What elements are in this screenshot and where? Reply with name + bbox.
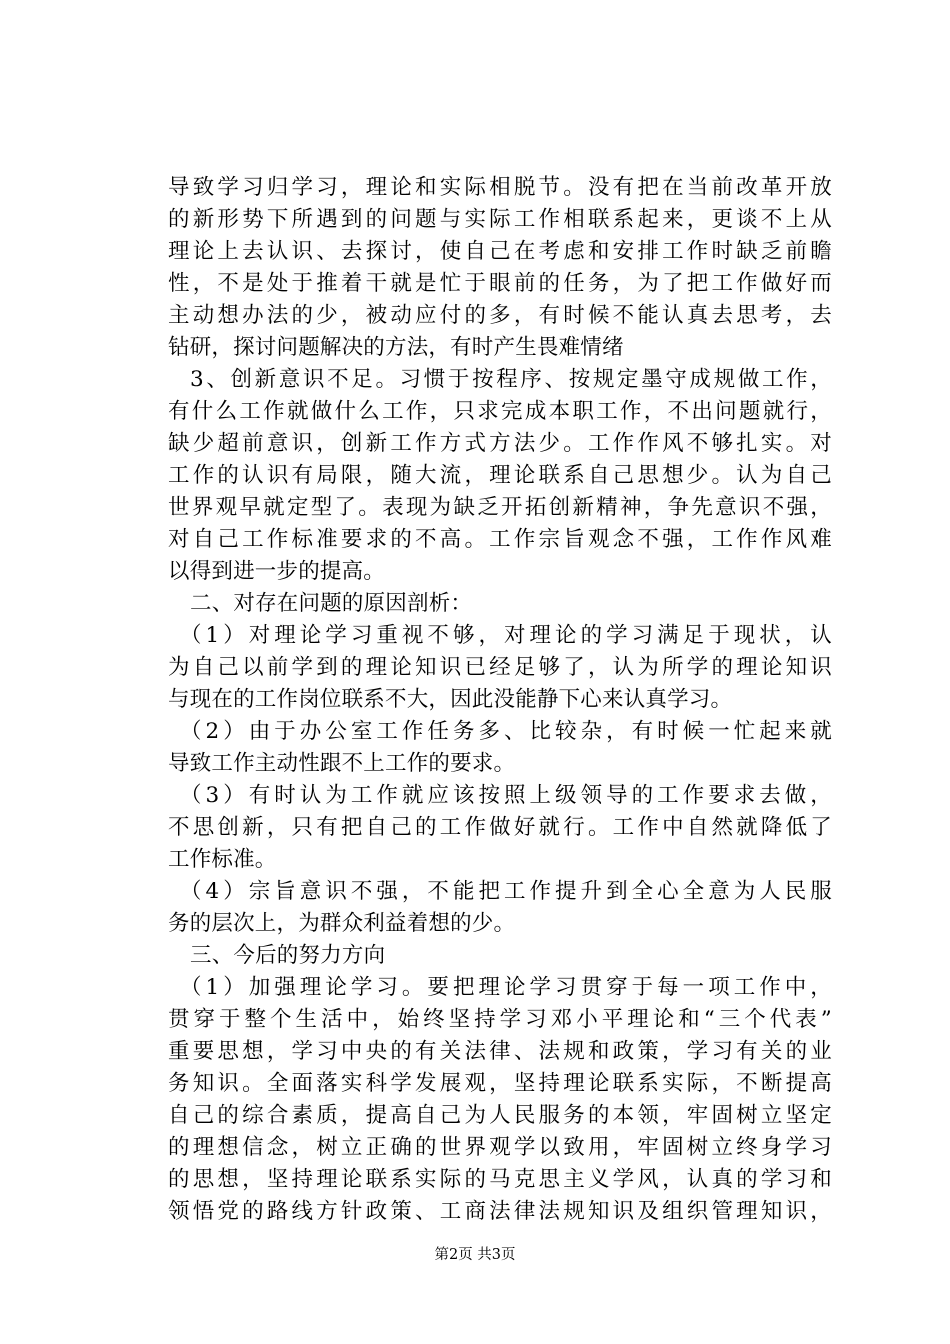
text-line: 缺少超前意识，创新工作方式方法少。工作作风不够扎实。对 <box>168 431 832 456</box>
text-line: 的思想，坚持理论联系实际的马克思主义学风，认真的学习和 <box>168 1167 832 1192</box>
text-line: 主动想办法的少，被动应付的多，有时候不能认真去思考，去 <box>168 303 832 328</box>
section-heading: 三、今后的努力方向 <box>190 943 386 968</box>
text-line: 工作的认识有局限，随大流，理论联系自己思想少。认为自己 <box>168 463 832 488</box>
text-line: 导致工作主动性跟不上工作的要求。 <box>168 751 516 776</box>
text-line: （2）由于办公室工作任务多、比较杂，有时候一忙起来就 <box>180 719 832 744</box>
text-line: 世界观早就定型了。表现为缺乏开拓创新精神，争先意识不强， <box>168 495 832 520</box>
text-line: 重要思想，学习中央的有关法律、法规和政策，学习有关的业 <box>168 1039 832 1064</box>
text-line: 钻研，探讨问题解决的方法，有时产生畏难情绪 <box>168 335 624 360</box>
text-line: 有什么工作就做什么工作，只求完成本职工作，不出问题就行， <box>168 399 832 424</box>
text-line: 领悟党的路线方针政策、工商法律法规知识及组织管理知识， <box>168 1199 832 1224</box>
text-line: （4）宗旨意识不强，不能把工作提升到全心全意为人民服 <box>180 879 832 904</box>
page-number-footer: 第2页 共3页 <box>434 1247 516 1263</box>
text-line: 的理想信念，树立正确的世界观学以致用，牢固树立终身学习 <box>168 1135 832 1160</box>
text-line: 的新形势下所遇到的问题与实际工作相联系起来，更谈不上从 <box>168 207 832 232</box>
text-line: 以得到进一步的提高。 <box>168 559 386 584</box>
text-line: 不思创新，只有把自己的工作做好就行。工作中自然就降低了 <box>168 815 832 840</box>
text-line: 性，不是处于推着干就是忙于眼前的任务，为了把工作做好而 <box>168 271 832 296</box>
text-line: 工作标准。 <box>168 847 277 872</box>
text-line: 与现在的工作岗位联系不大，因此没能静下心来认真学习。 <box>168 687 733 712</box>
text-line: 贯穿于整个生活中，始终坚持学习邓小平理论和“三个代表” <box>168 1007 832 1032</box>
text-line: 自己的综合素质，提高自己为人民服务的本领，牢固树立坚定 <box>168 1103 832 1128</box>
section-heading: 二、对存在问题的原因剖析： <box>190 591 473 616</box>
text-line: 3、创新意识不足。习惯于按程序、按规定墨守成规做工作， <box>190 367 832 392</box>
text-line: （3）有时认为工作就应该按照上级领导的工作要求去做， <box>180 783 832 808</box>
text-line: 务知识。全面落实科学发展观，坚持理论联系实际，不断提高 <box>168 1071 832 1096</box>
text-line: 为自己以前学到的理论知识已经足够了，认为所学的理论知识 <box>168 655 832 680</box>
text-line: 务的层次上，为群众利益着想的少。 <box>168 911 516 936</box>
text-line: 理论上去认识、去探讨，使自己在考虑和安排工作时缺乏前瞻 <box>168 239 832 264</box>
text-line: 导致学习归学习，理论和实际相脱节。没有把在当前改革开放 <box>168 175 832 200</box>
text-line: 对自己工作标准要求的不高。工作宗旨观念不强，工作作风难 <box>168 527 832 552</box>
text-line: （1）对理论学习重视不够，对理论的学习满足于现状，认 <box>180 623 832 648</box>
text-line: （1）加强理论学习。要把理论学习贯穿于每一项工作中， <box>180 975 832 1000</box>
document-body <box>168 172 832 1228</box>
